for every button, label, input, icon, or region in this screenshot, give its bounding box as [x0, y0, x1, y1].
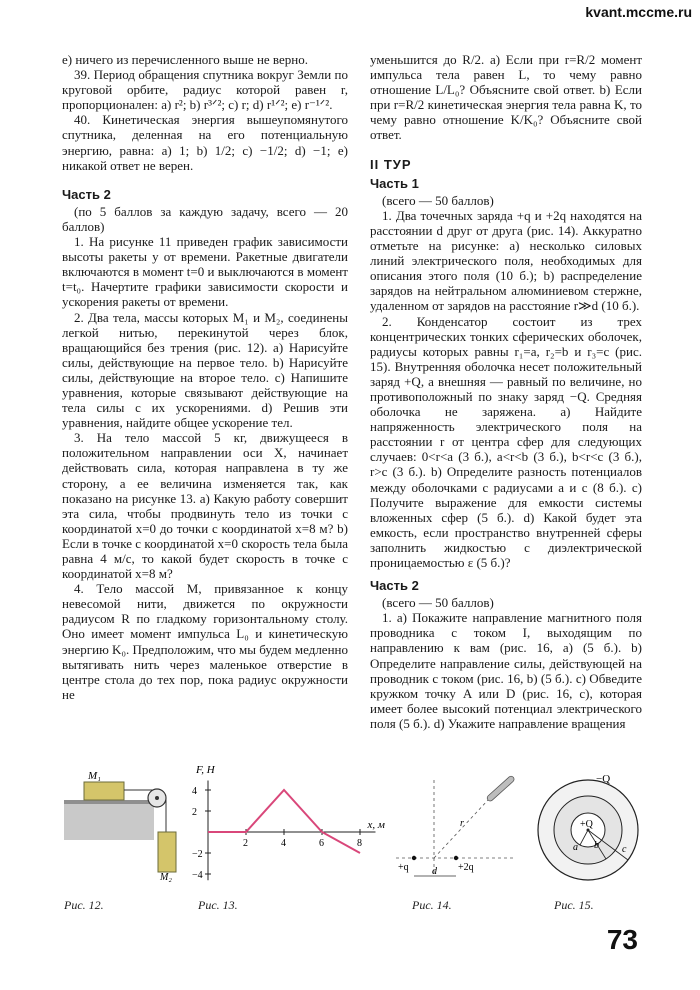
label-plus-q: +Q: [580, 819, 593, 830]
table-shape: [64, 800, 154, 840]
distance-line-r: [434, 800, 488, 858]
label-b: b: [594, 840, 599, 851]
figure-12-pulley: [60, 770, 190, 885]
answer-e-text: e) ничего из перечисленного выше не верно.: [62, 52, 308, 67]
label-a: a: [573, 842, 578, 853]
problem-3: 3. На тело массой 5 кг, движущееся в положительном направлении оси X, начинает действовать сила, которая направлена в ту же сторону, а ее величина изменяется так, как показано на рисунке 13. a) Какую работу совершит эта сила, чтобы продвинуть тело из точки с координатой x=0 до точки с координатой x=8 м? b) Если в точке с координатой x=0 скорость тела была равна 4 м/с, то какой будет скорость в точке с координатой x=8 м?: [62, 430, 348, 582]
part2-points: (по 5 баллов за каждую задачу, всего — 20 баллов): [62, 203, 348, 234]
problem-4: 4. Тело массой M, привязанное к концу невесомой нити, движется по окружности радиусом R по гладкому горизонтальному столу. Оно имеет момент импульса L₀ и кинетическую энергию K₀. Предположим, что мы будем медленно вытягивать нить через маленькое отверстие в центре стола до тех пор, пока радиус окружности не: [62, 581, 348, 702]
figure-15-spheres: [532, 772, 644, 884]
label-r: r: [460, 818, 464, 829]
charge-q-dot: [412, 856, 416, 860]
table-top: [64, 800, 154, 804]
x-tick-label: 2: [243, 838, 248, 849]
label-plus-q: +q: [398, 862, 409, 873]
question-40: 40. Кинетическая энергия вышеупомянутого спутника, деленная на его потенциальную энергию, равна: a) 1; b) 1/2; c) −1/2; d) −1; e) никакой ответ не верен.: [62, 112, 348, 173]
problem-1: 1. На рисунке 11 приведен график зависимости высоты ракеты y от времени. Ракетные двигатели включаются в момент t=0 и выключаются в момент t=t₀. Начертите графики зависимости скорости и ускорения ракеты от времени.: [62, 234, 348, 310]
problem-4-continued: уменьшится до R/2. a) Если при r=R/2 момент импульса тела равен L, то чему равно отношение L/L₀? Объясните свой ответ. b) Если при r=R/2 кинетическая энергия тела равна K, то чему равно отношение K/K₀? Объясните свой ответ.: [370, 52, 642, 143]
figure-13-force-chart: [190, 764, 385, 890]
part1-heading: Часть 1: [370, 175, 419, 191]
x-tick-label: 4: [281, 838, 286, 849]
right-column: [370, 52, 642, 731]
problem-2: 2. Два тела, массы которых M₁ и M₂, соединены легкой нитью, перекинутой через блок, вращающийся без трения (рис. 12). a) Нарисуйте силы, действующие на первое тело. b) Нарисуйте силы, действующие на второе тело. c) Напишите уравнения, которые связывают действующие на тела силы с их ускорениями. d) Решив эти уравнения, найдите общее ускорение тел.: [62, 309, 348, 431]
tour2-problem-1: 1. Два точечных заряда +q и +2q находятся на расстоянии d друг от друга (рис. 14). Аккуратно отметьте на рисунке: a) несколько силовых линий электрического поля, необходимых для описания этого поля (10 б.); b) распределение зарядов на нейтральном алюминиевом стержне, удаленном от зарядов на расстояние r≫d (10 б.).: [370, 207, 642, 314]
y-tick-label: −2: [192, 849, 203, 860]
label-m2: M₂: [160, 872, 172, 883]
tour2-part2-heading: Часть 2: [370, 578, 419, 594]
part1-points: (всего — 50 баллов): [382, 192, 494, 208]
block-m1: [84, 782, 124, 800]
page-number: 73: [606, 924, 638, 955]
tour-heading: II ТУР: [370, 156, 412, 172]
question-39: 39. Период обращения спутника вокруг Земли по круговой орбите, радиус которой равен r, пропорционален: a) r²; b) r³ᐟ²; c) r; d) r¹ᐟ²; e) r⁻¹ᐟ².: [62, 67, 348, 113]
tour2-problem-2: 2. Конденсатор состоит из трех концентрических тонких сферических оболочек, радиусы которых равны r₁=a, r₂=b и r₃=c (рис. 15). Внутренняя оболочка несет положительный заряд +Q, а внешняя — равный по величине, но противоположный по знаку заряд −Q. Средняя оболочка не заряжена. a) Найдите напряженность электрического поля на расстоянии r от центра сфер для следующих случаев: 0<r<a (3 б.), a<r<b (3 б.), b<r<c (3 б.), r>c (3 б.). b) Определите разность потенциалов между оболочками с радиусами a и c (8 б.). c) Получите выражение для емкости системы вложенных сфер (5 б.). d) Какой будет эта емкость, если пространство внутренней сферы заполнить жидкостью с диэлектрической проницаемостью ε (5 б.)?: [370, 313, 642, 570]
label-m1: M₁: [88, 770, 101, 782]
tour2-part2-points: (всего — 50 баллов): [382, 595, 494, 611]
caption-fig-14: Рис. 14.: [412, 898, 452, 912]
figure-14-charges: [392, 770, 522, 885]
aluminium-rod: [486, 775, 515, 802]
caption-fig-12: Рис. 12.: [64, 898, 104, 912]
tour2-part2-problem-1: 1. a) Покажите направление магнитного поля проводника с током I, выходящим по направлению к вам (рис. 16, a) (5 б.). b) Определите направление силы, действующей на проводник с током (рис. 16, b) (5 б.). c) Обведите кружком точку A или D (рис. 16, c), которая имеет более высокий потенциал электрического поля (5 б.). d) Укажите направление вращения: [370, 610, 642, 731]
part2-heading: Часть 2: [62, 186, 111, 202]
y-tick-label: −4: [192, 870, 203, 881]
x-tick-label: 6: [319, 838, 324, 849]
left-column: [62, 52, 348, 702]
label-plus-2q: +2q: [458, 862, 474, 873]
caption-fig-13: Рис. 13.: [198, 898, 238, 912]
x-axis-label: x, м: [367, 819, 385, 831]
x-tick-label: 8: [357, 838, 362, 849]
label-d: d: [432, 866, 437, 877]
site-url[interactable]: kvant.mccme.ru: [585, 4, 692, 20]
caption-fig-15: Рис. 15.: [554, 898, 594, 912]
label-minus-q: −Q: [596, 773, 611, 785]
charge-2q-dot: [454, 856, 458, 860]
y-tick-label: 4: [192, 786, 197, 797]
y-tick-label: 2: [192, 807, 197, 818]
pulley-axle: [155, 796, 159, 800]
label-c: c: [622, 844, 627, 855]
block-m2: [158, 832, 176, 872]
y-axis-label: F, Н: [196, 764, 215, 777]
